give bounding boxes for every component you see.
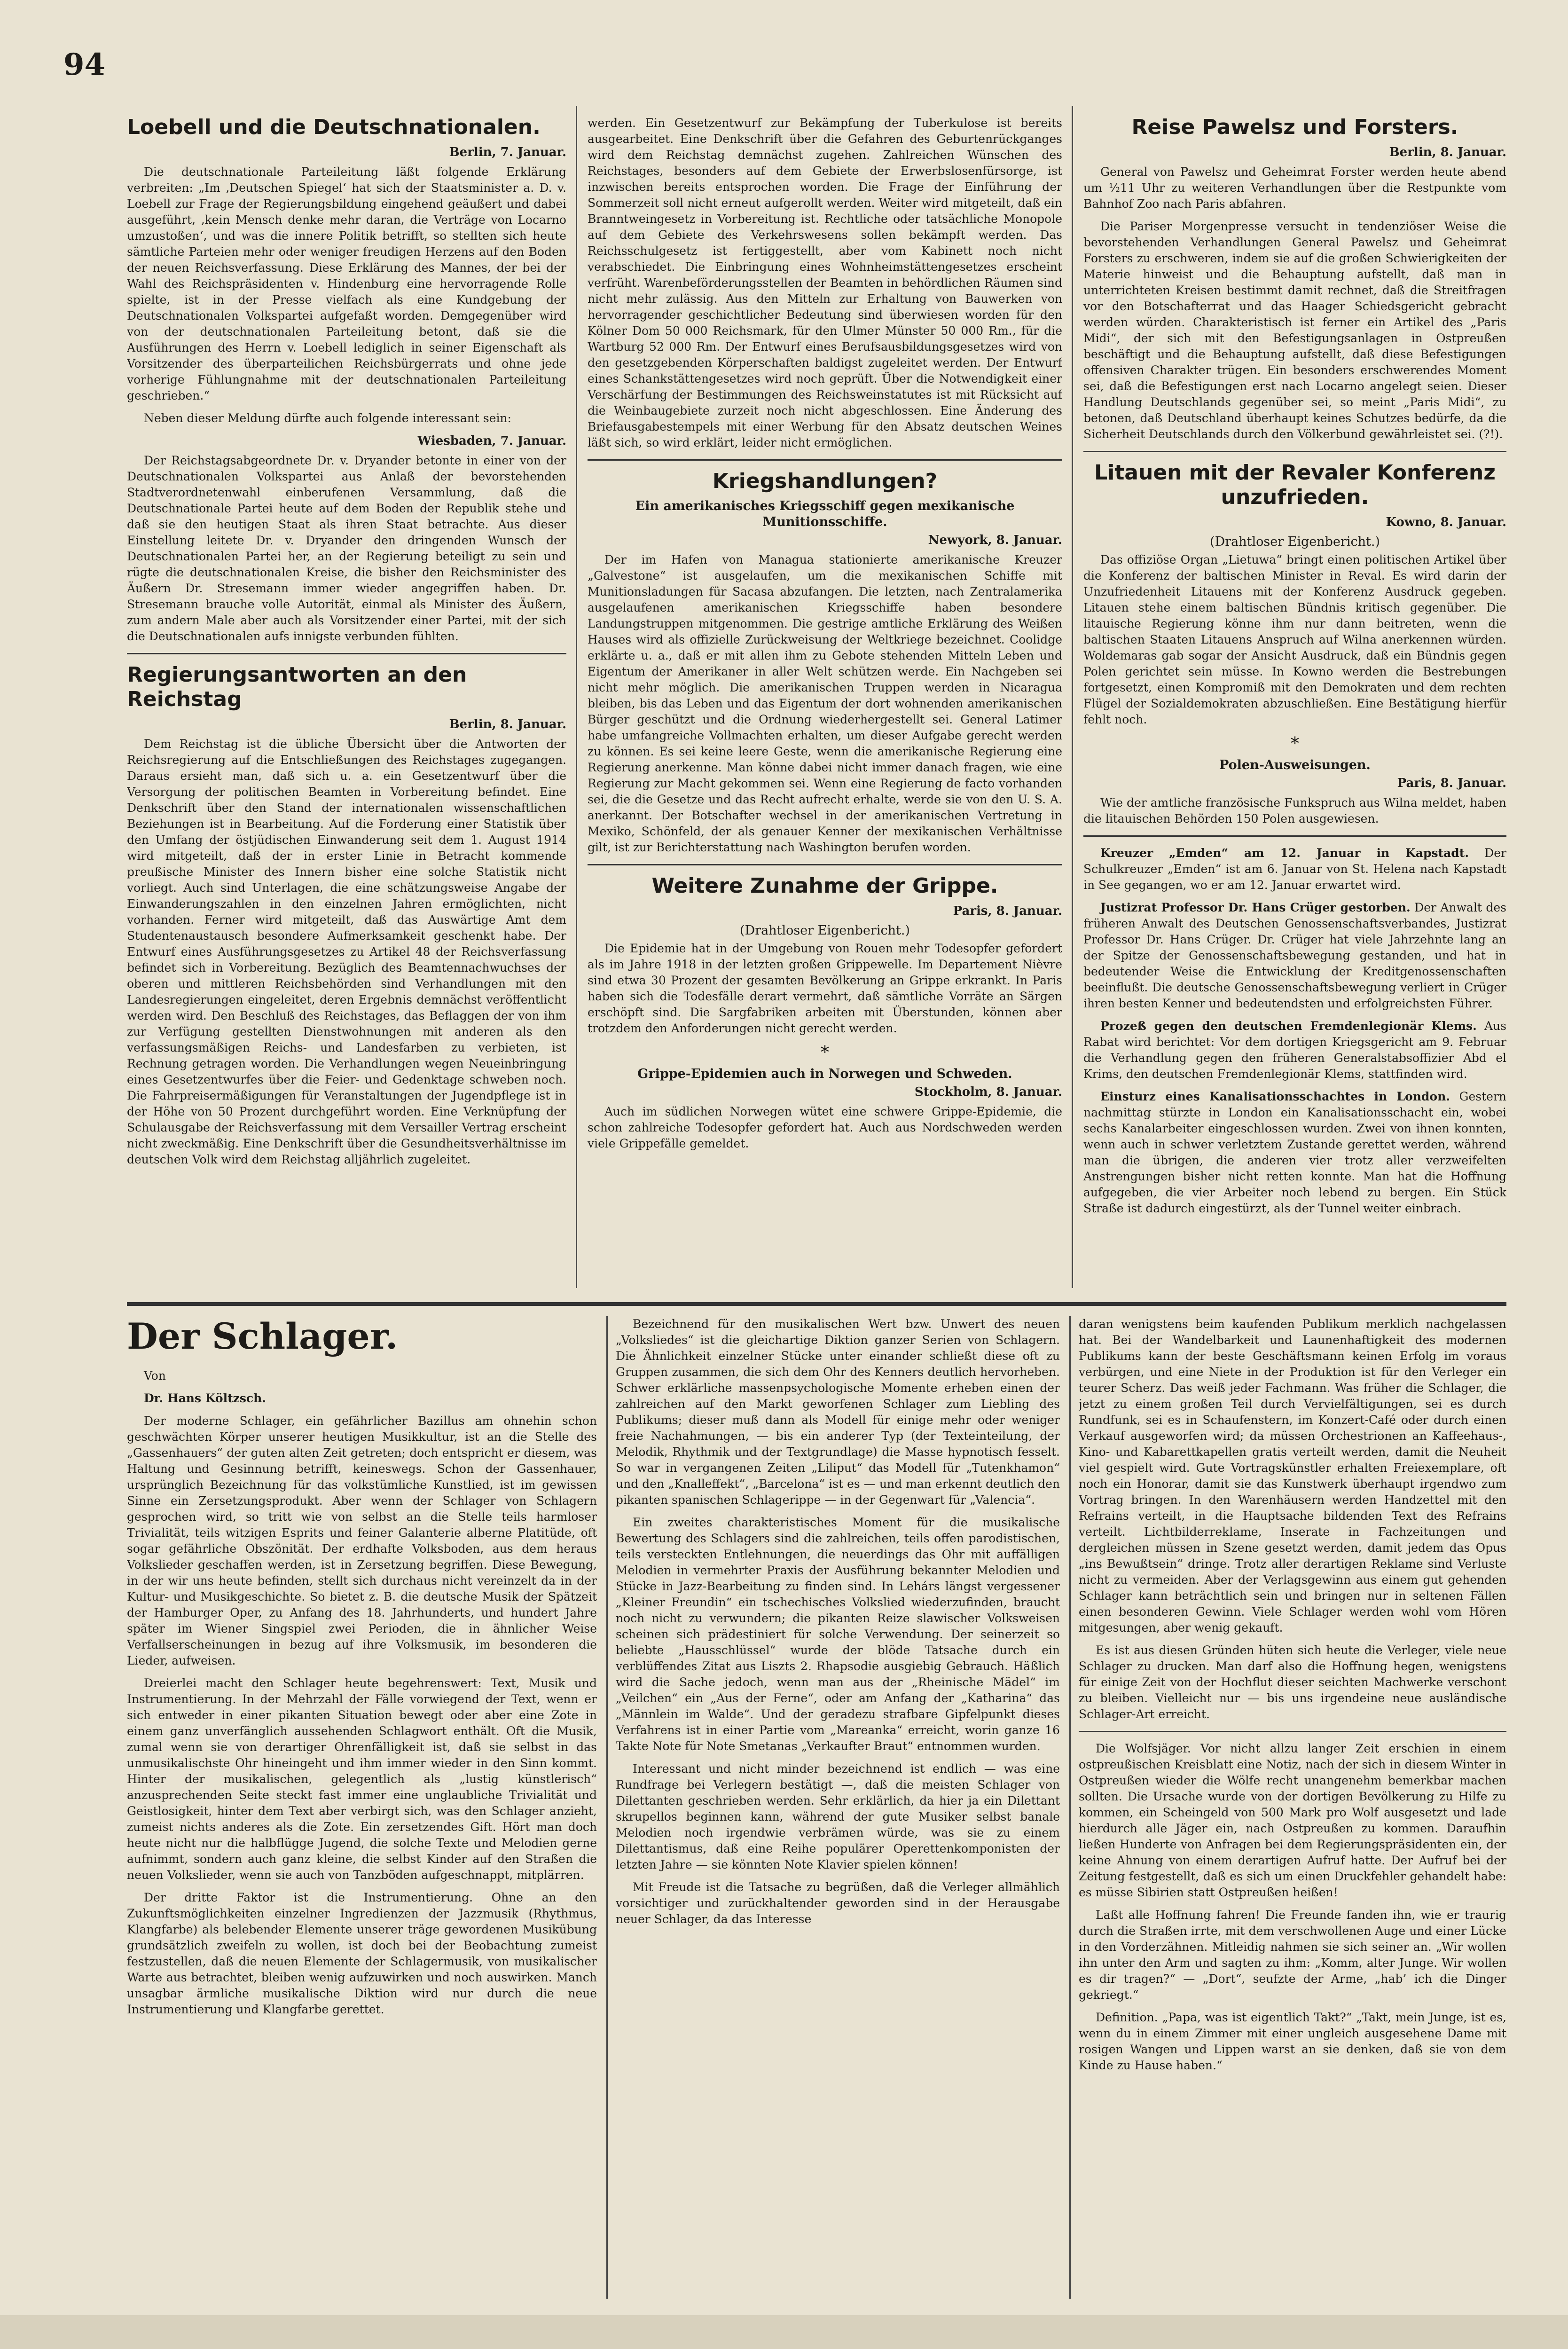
article-paragraph: Neben dieser Meldung dürfte auch folgende interessant sein:: [144, 411, 511, 425]
feuilleton-column-right: [1079, 1316, 1506, 2303]
dateline: Paris, 8. Januar.: [953, 904, 1062, 918]
feuilleton-column-middle: [616, 1316, 1060, 2303]
feuilleton-paragraph: Es ist aus diesen Gründen hüten sich heute die Verleger, viele neue Schlager zu drucken. Man darf also die Hoffnung hegen, wenigstens für einige Zeit von der Hochflut dieser seichten Machwerke verschont zu bleiben. Vielleicht nur — bis uns irgendeine neue ausländische Schlager-Art erreicht.: [1079, 1643, 1506, 1721]
article-subhead: Polen-Ausweisungen.: [1219, 758, 1371, 772]
notice-text: Aus Rabat wird berichtet: Vor dem dortigen Kriegsgericht am 9. Februar die Verhandlung gegen den früheren Generalstabsoffizier Abd el Krims, den deutschen Fremdenlegionär Klems, stattfinden wird.: [1083, 1019, 1506, 1081]
notice-item: [1083, 1089, 1506, 1217]
article-divider: [1083, 451, 1506, 452]
notice-text: Der Anwalt des früheren Anwalt des Deutschen Genossenschaftsverbandes, Justizrat Professor Dr. Hans Crüger. Dr. Crüger hat viele Jahrzehnte lang an der Spitze der Genossenschaftsbewegung gestanden, und hat in bedeutender Weise die Entwicklung der Kreditgenossenschaften beeinflußt. Die deutsche Genossenschaftsbewegung verliert in Crüger ihren besten Kenner und bedeutendsten und erfolgreichsten Führer.: [1083, 901, 1506, 1010]
notice-item: [1083, 1018, 1506, 1082]
notice-title: Einsturz eines Kanalisationsschachtes in London.: [1100, 1090, 1450, 1103]
headline-kriegshandlungen: Kriegshandlungen?: [712, 469, 938, 493]
feuilleton-paragraph: Ein zweites charakteristisches Moment für die musikalische Bewertung des Schlagers sind die zahlreichen, teils offen parodistischen, teils versteckten Entlehnungen, die neuerdings das Ohr mit auffälligen Melodien in vermehrter Praxis der Ausführung bekannter Melodien und Stücke in Jazz-Bearbeitung zu finden sind. In Lehárs längst vergessener „Kleiner Freundin“ ein tschechisches Volkslied wiederzufinden, braucht noch nicht zu verwundern; die pikanten Reize slawischer Volksweisen scheinen sich prädestiniert für solche Verwendung. Der seinerzeit so beliebte „Hausschlüssel“ wurde der blöde Tatsache durch ein verblüffendes Zitat aus Liszts 2. Rhapsodie ausgiebig Gebrauch. Häßlich wird die Sache jedoch, wenn man aus der „Rheinische Mädel“ im „Veilchen“ ein „Aus der Ferne“, oder am Anfang der „Katharina“ das „Männlein im Walde“. Und der geradezu strafbare Gipfelpunkt dieses Verfahrens ist in einer Partie vom „Mareanka“ erreicht, worin ganze 16 Takte Note für Note Smetanas „Verkaufter Braut“ entnommen wurden.: [616, 1516, 1060, 1753]
article-paragraph: Die Pariser Morgenpresse versucht in tendenziöser Weise die bevorstehenden Verhandlungen General Pawelsz und Geheimrat Forsters zu erschweren, indem sie auf die großen Schwierigkeiten der Materie hinweist und die Behauptung aufstellt, daß man in unterrichteten Kreisen bestimmt damit rechnet, daß die Streitfragen vor den Botschafterrat und das Haager Schiedsgericht gebracht werden würden. Charakteristisch ist ferner ein Artikel des „Paris Midi“, der sich mit den Befestigungsanlagen in Ostpreußen beschäftigt und die Behauptung aufstellt, daß diese Befestigungen offensiven Charakter trügen. Ein besonders erschwerendes Moment sei, daß die Befestigungen erst nach Locarno angelegt seien. Dieser Handlung Deutschlands gegenüber sei, so meint „Paris Midi“, zu betonen, daß Deutschland überhaupt keines Schutzes bedürfe, da die Sicherheit Deutschlands durch den Völkerbund gewährleistet sei. (?!).: [1083, 220, 1506, 441]
notice-item: [1083, 845, 1506, 893]
dateline: Berlin, 8. Januar.: [1389, 145, 1506, 159]
section-star: *: [1291, 734, 1299, 754]
anecdote-definition: Definition. „Papa, was ist eigentlich Takt?“ „Takt, mein Junge, ist es, wenn du in einem Zimmer mit einer ungleich ausgesehene Dame mit rosigen Wangen und Lippen warst an sie denken, daß sie von dem Kinde zu Hause haben.“: [1079, 2011, 1506, 2072]
article-paragraph: Dem Reichstag ist die übliche Übersicht über die Antworten der Reichsregierung auf die Entschließungen des Reichstages zugegangen. Daraus ersieht man, daß sich u. a. ein Gesetzentwurf über die Versorgung der politischen Beamten in Vorbereitung befindet. Eine Denkschrift über den Stand der internationalen wissenschaftlichen Beziehungen ist in Bearbeitung. Auf die Forderung einer Statistik über den Umfang der östjüdischen Einwanderung seit dem 1. August 1914 wird mitgeteilt, daß der in erster Linie in Betracht kommende preußische Minister des Innern bisher eine solche Statistik nicht vorliegt. Auch sind Unterlagen, die eine schätzungsweise Angabe der Einwanderungszahlen in den einzelnen Jahren ermöglichten, nicht vorhanden. Ferner wird mitgeteilt, daß das Auswärtige Amt dem Studentenaustausch besondere Aufmerksamkeit geschenkt habe. Der Entwurf eines Ausführungsgesetzes zu Artikel 48 der Reichsverfassung befindet sich in Vorbereitung. Bezüglich des Beamtennachwuchses der oberen und mittleren Reichsbehörden sind Verhandlungen mit den Landesregierungen eingeleitet, deren Ergebnis demnächst veröffentlicht werden wird. Den Beschluß des Reichstages, das Beflaggen der von ihm zur Verfügung gestellten Dienstwohnungen mit anderen als den verfassungsmäßigen Reichs- und Landesfarben zu verbieten, ist Rechnung getragen worden. Die Verhandlungen wegen Neueinbringung eines Gesetzentwurfes über die Feier- und Gedenktage schweben noch. Die Fahrpreisermäßigungen für Veranstaltungen der Jugendpflege ist in der Höhe von 50 Prozent durchgeführt worden. Eine Verknüpfung der Schulausgabe der Reichsverfassung mit dem Versailler Vertrag erscheint nicht zweckmäßig. Eine Denkschrift über die Gesundheitsverhältnisse im deutschen Volk wird dem Reichstag alljährlich zugeleitet.: [127, 737, 566, 1166]
anecdote-wolfsjaeger: Die Wolfsjäger. Vor nicht allzu langer Zeit erschien in einem ostpreußischen Kreisblatt eine Notiz, nach der sich in diesem Winter in Ostpreußen wieder die Wölfe recht unangenehm bemerkbar machen sollten. Die Ursache wurde von der dortigen Bevölkerung zu Hilfe zu kommen, ein Scheingeld von 500 Mark pro Wolf ausgesetzt und lade hierdurch alle Jäger ein, nach Ostpreußen zu kommen. Daraufhin ließen Hunderte von Anfragen bei dem Regierungspräsidenten ein, der keine Ahnung von einem derartigen Aufruf hatte. Der Aufruf bei der Zeitung festgestellt, daß es sich um einen Druckfehler gehandelt habe: es müsse Sibirien statt Ostpreußen heißen!: [1079, 1742, 1506, 1899]
dateline: Paris, 8. Januar.: [1397, 776, 1506, 790]
article-subhead: Grippe-Epidemien auch in Norwegen und Schweden.: [637, 1067, 1012, 1081]
dateline: Stockholm, 8. Januar.: [914, 1085, 1062, 1099]
notice-text: Gestern nachmittag stürzte in London ein Kanalisationsschacht ein, wobei sechs Kanalarbeiter eingeschlossen wurden. Zwei von ihnen konnten, wenn auch in schwer verletztem Zustande gerettet werden, während man die übrigen, die anderen vier trotz aller verzweifelten Anstrengungen bisher nicht retten konnte. Man hat die Hoffnung aufgegeben, die vier Arbeiter noch lebend zu bergen. Ein Stück Straße ist dadurch eingestürzt, als der Tunnel weiter einbrach.: [1083, 1090, 1506, 1215]
notice-item: [1083, 900, 1506, 1012]
byline-author: Dr. Hans Költzsch.: [144, 1391, 267, 1405]
article-paragraph: werden. Ein Gesetzentwurf zur Bekämpfung der Tuberkulose ist bereits ausgearbeitet. Eine Denkschrift über die Gefahren des Geburtenrückganges wird dem Reichstag demnächst zugehen. Zahlreichen Wünschen des Reichstages, besonders auf dem Gebiete der Erwerbslosenfürsorge, ist inzwischen bereits entsprochen worden. Die Frage der Einführung der Sommerzeit soll nicht erneut aufgerollt werden. Weiter wird mitgeteilt, daß ein Branntweingesetz in Vorbereitung ist. Rechtliche oder tatsächliche Monopole auf dem Gebiete des Verkehrswesens sollen bekämpft werden. Das Reichsschulgesetz ist fertiggestellt, aber vom Kabinett noch nicht verabschiedet. Die Einbringung eines Wohnheimstättengesetzes erscheint verfrüht. Warenbeförderungsstellen der Beamten in behördlichen Räumen sind nicht mehr zulässig. Aus den Mitteln zur Erhaltung von Bauwerken von hervorragender geschichtlicher Bedeutung sind überwiesen worden für den Kölner Dom 50 000 Reichsmark, für den Ulmer Münster 50 000 Rm., für die Wartburg 52 000 Rm. Der Entwurf eines Berufsausbildungsgesetzes wird von den gesetzgebenden Körperschaften baldigst zugeleitet werden. Der Entwurf eines Schankstättengesetzes wird noch geprüft. Über die Notwendigkeit einer Verschärfung der Bestimmungen des Reichsweinstatutes ist mit Rücksicht auf die Weinbaugebiete zurzeit noch nicht abgeschlossen. Eine Änderung des Briefausgabestempels mit einer Werbung für den Absatz deutschen Weines läßt sich, so wird erklärt, leider nicht ermöglichen.: [588, 116, 1062, 449]
column-rule-right: [1072, 106, 1073, 1288]
feuilleton-paragraph: Mit Freude ist die Tatsache zu begrüßen, daß die Verleger allmählich vorsichtiger und zurückhaltender geworden sind in der Herausgabe neuer Schlager, da das Interesse: [616, 1880, 1060, 1926]
dateline: Newyork, 8. Januar.: [928, 533, 1062, 547]
article-paragraph: Die Epidemie hat in der Umgebung von Rouen mehr Todesopfer gefordert als im Jahre 1918 in der letzten großen Grippewelle. Im Departement Nièvre sind etwa 30 Prozent der gesamten Bevölkerung an Grippe erkrankt. In Paris haben sich die Todesfälle derart vermehrt, daß sämtliche Vorräte an Särgen erschöpft sind. Die Sargfabriken arbeiten mit Überstunden, können aber trotzdem den Anforderungen nicht gerecht werden.: [588, 942, 1062, 1035]
notice-title: Kreuzer „Emden“ am 12. Januar in Kapstadt.: [1100, 846, 1469, 860]
dateline: Berlin, 8. Januar.: [449, 717, 566, 731]
headline-regierungsantworten: Regierungsantworten an den Reichstag: [127, 663, 467, 711]
section-star: *: [821, 1043, 829, 1062]
article-paragraph: Der Reichstagsabgeordnete Dr. v. Dryander betonte in einer von der Deutschnationalen Volkspartei aus Anlaß der bevorstehenden Stadtverordnetenwahl einberufenen Versammlung, daß die Deutschnationale Partei heute auf dem Boden der Republik stehe und daß sie den heutigen Staat als ihren Staat betrachte. Aus dieser Einstellung leitete Dr. v. Dryander den dringenden Wunsch der Deutschnationalen Partei her, an der Regierung beteiligt zu sein und rügte die deutschnationalen Kreise, die bisher den Reichsminister des Äußern Dr. Stresemann immer wieder angegriffen haben. Dr. Stresemann brauche volle Autorität, einmal als Minister des Äußern, zum andern Male aber auch als Vorsitzender einer Partei, mit der sich die Deutschnationalen aufs innigste verbunden fühlten.: [127, 454, 566, 643]
anecdote-hoffnung: Laßt alle Hoffnung fahren! Die Freunde fanden ihn, wie er traurig durch die Straßen irrte, mit dem verschwollenen Auge und einer Lücke in den Vorderzähnen. Mitleidig nahmen sie sich seiner an. „Wir wollen ihn unter den Arm und sagten zu ihm: „Komm, alter Junge. Wir wollen es dir tragen?“ — „Dort“, seufzte der Arme, „hab’ ich die Dinger gekriegt.“: [1079, 1908, 1506, 2002]
article-divider: [588, 459, 1062, 461]
column-middle: [588, 115, 1062, 1290]
notice-text: Der Schulkreuzer „Emden“ ist am 6. Januar von St. Helena nach Kapstadt in See gegangen, wo er am 12. Januar erwartet wird.: [1083, 846, 1506, 892]
column-right: [1083, 115, 1506, 1290]
column-rule-left: [576, 106, 577, 1288]
feuilleton-separator: [127, 1302, 1506, 1306]
article-paragraph: Die deutschnationale Parteileitung läßt folgende Erklärung verbreiten: „Im ‚Deutschen Spiegel‘ hat sich der Staatsminister a. D. v. Loebell zur Frage der Regierungsbildung eingehend geäußert und dabei ausgeführt, ‚kein Mensch denke mehr daran, die Verträge von Locarno umzustoßen‘, und was die innere Politik betrifft, so stellten sich heute sämtliche Parteien mehr oder weniger freudigen Herzens auf den Boden der neuen Reichsverfassung. Diese Erklärung des Mannes, der bei der Wahl des Reichspräsidenten v. Hindenburg eine hervorragende Rolle spielte, ist in der Presse vielfach als eine Kundgebung der Deutschnationalen Volkspartei aufgefaßt worden. Demgegenüber wird von der deutschnationalen Parteileitung betont, daß sie die Ausführungen des Herrn v. Loebell lediglich in seiner Eigenschaft als Vorsitzender des überparteilichen Reichsbürgerrats und ohne jede vorherige Fühlungnahme mit der deutschnationalen Parteileitung geschrieben.“: [127, 165, 566, 402]
byline-von: Von: [144, 1369, 166, 1383]
feuilleton-paragraph: Der dritte Faktor ist die Instrumentierung. Ohne an den Zukunftsmöglichkeiten einzelner Ingredienzen der Jazzmusik (Rhythmus, Klangfarbe) als belebender Elemente unserer träge gewordenen Musikübung grundsätzlich zweifeln zu wollen, ist doch bei der Beobachtung zumeist festzustellen, daß die neuen Elemente der Schlagermusik, von musikalischer Warte aus betrachtet, bleiben wenig aufzuwirken und noch auswirken. Manch unsagbar ärmliche musikalische Diktion wird nur durch die neue Instrumentierung und Klangfarbe gerettet.: [127, 1891, 597, 2016]
scan-bottom-edge: [0, 2315, 1568, 2349]
article-paragraph: Der im Hafen von Managua stationierte amerikanische Kreuzer „Galvestone“ ist ausgelaufen, um die mexikanischen Schiffe mit Munitionsladungen für Sacasa abzufangen. Die letzten, nach Zentralamerika ausgelaufenen amerikanischen Kriegsschiffe haben besondere Landungstruppen mitgenommen. Die gestrige amtliche Erklärung des Weißen Hauses wird als offizielle Zurückweisung der Weltkriege bezeichnet. Coolidge erklärte u. a., daß er mit allen ihm zu Gebote stehenden Mitteln Leben und Eigentum der Amerikaner in aller Welt schützen werde. Ein Nachgeben sei nicht mehr möglich. Die amerikanischen Truppen werden in Nicaragua bleiben, bis das Leben und das Eigentum der dort wohnenden amerikanischen Bürger geschützt und die Ordnung wiederhergestellt sei. General Latimer habe umfangreiche Vollmachten erhalten, um dieser Aufgabe gerecht werden zu können. Es sei keine leere Geste, wenn die amerikanische Regierung eine Regierung anerkenne. Man könne dabei nicht immer danach fragen, wie eine Regierung zur Macht gekommen sei. Wenn eine Regierung de facto vorhanden sei, die die Gesetze und das Recht aufrecht erhalte, werde sie von den U. S. A. anerkannt. Der Botschafter wechsel in der amerikanischen Vertretung in Mexiko, Schönfeld, der als genauer Kenner der mexikanischen Verhältnisse gilt, ist zur Berichterstattung nach Washington berufen worden.: [588, 553, 1062, 854]
dateline: Wiesbaden, 7. Januar.: [417, 434, 566, 448]
feuilleton-paragraph: Der moderne Schlager, ein gefährlicher Bazillus am ohnehin schon geschwächten Körper unserer heutigen Musikkultur, ist an die Stelle des „Gassenhauers“ der guten alten Zeit getreten; doch entspricht er diesem, was Haltung und Gesinnung betrifft, keineswegs. Schon der Gassenhauer, ursprünglich Bezeichnung für das volkstümliche Kunstlied, ist im gewissen Sinne ein Zersetzungsprodukt. Aber wenn der Schlager von Schlagern gesprochen wird, so tritt wie von selbst an die Stelle teils harmloser Trivialität, teils witzigen Esprits und feiner Galanterie alberne Platitüde, oft sogar gefährliche Obszönität. Der erdhafte Volksboden, aus dem heraus Volkslieder geschaffen werden, ist in Zersetzung begriffen. Diese Bewegung, in der wir uns heute befinden, stellt sich durchaus nicht vereinzelt da in der Kultur- und Musikgeschichte. So bietet z. B. die deutsche Musik der Spätzeit der Hamburger Oper, zu Anfang des 18. Jahrhunderts, und hundert Jahre später im Wiener Singspiel zwei Perioden, die in ähnlicher Weise Verfallserscheinungen in bezug auf ihre Volksmusik, im besonderen die Lieder, aufweisen.: [127, 1414, 597, 1667]
feuilleton-paragraph: Dreierlei macht den Schlager heute begehrenswert: Text, Musik und Instrumentierung. In der Mehrzahl der Fälle vorwiegend der Text, wenn er sich entweder in einer pikanten Situation bewegt oder aber eine Zote in einem ganz unverfänglich aussehenden Schlagwort enthält. Oft die Musik, zumal wenn sie von derartiger Ohrenfälligkeit ist, daß sie selbst in das unmusikalischste Ohr hineingeht und ihm immer wieder in den Sinn kommt. Hinter der musikalischen, gelegentlich als „lustig künstlerisch“ anzusprechenden Seite steckt fast immer eine unglaubliche Trivialität und Geistlosigkeit, hinter dem Text aber verbirgt sich, was den Schlager anzieht, zumeist nichts anderes als die Zote. Ein zersetzendes Gift. Hört man doch heute nicht nur die halbflügge Jugend, die solche Texte und Melodien gerne aufnimmt, sondern auch ganz kleine, die selbst Kinder auf den Straßen die neuen Volkslieder, wenn sie auch von Tanzböden aufgeschnappt, mitplärren.: [127, 1676, 597, 1882]
source-note: (Drahtloser Eigenbericht.): [740, 923, 910, 938]
feuilleton-title: Der Schlager.: [127, 1316, 398, 1357]
feuilleton-paragraph: Interessant und nicht minder bezeichnend ist endlich — was eine Rundfrage bei Verlegern bestätigt —, daß die meisten Schlager von Dilettanten geschrieben werden. Sehr erklärlich, da hier ja ein Dilettant skrupellos beginnen kann, während der gute Musiker selbst banale Melodien noch irgendwie verbrämen würde, was sie zu einem Dilettantismus, daß eine Reihe populärer Operettenkomponisten der letzten Jahre — sie könnten Note Klavier spielen können!: [616, 1762, 1060, 1871]
column-left: [127, 115, 566, 1290]
headline-reise: Reise Pawelsz und Forsters.: [1131, 115, 1458, 139]
feuilleton-paragraph: daran wenigstens beim kaufenden Publikum merklich nachgelassen hat. Bei der Wandelbarkeit und Launenhaftigkeit des modernen Publikums kann der beste Geschäftsmann keinen Erfolg im voraus verbürgen, und eine Niete in der Produktion ist für den Verleger ein teurer Scherz. Das weiß jeder Fachmann. Was früher die Schlager, die jetzt zu einem großen Teil durch Vervielfältigungen, sei es durch Rundfunk, sei es in Schaufenstern, im Konzert-Café oder durch einen Verkauf ausgeworfen wird; da müssen Orchestrionen an Kaffeehaus-, Kino- und Kabarettkapellen gratis verteilt werden, damit die Neuheit viel gespielt wird. Gute Vortragskünstler erhalten Freiexemplare, oft noch ein Honorar, damit sie das Kunstwerk überhaupt irgendwo zum Vortrag bringen. In den Warenhäusern werden Handzettel mit den Refrains verteilt, in die Hauptsache bildenden Text des Refrains verteilt. Lichtbilderreklame, Inserate in Fachzeitungen und dergleichen müssen in Szene gesetzt werden, damit jedem das Opus „ins Bewußtsein“ dringe. Trotz aller derartigen Reklame sind Verluste nicht zu vermeiden. Aber der Verlagsgewinn aus einem gut gehenden Schlager kann beträchtlich sein und bringen nur in seltenen Fällen einen besonderen Gewinn. Viele Schlager werden wohl vom Hören mitgesungen, aber wenig gekauft.: [1079, 1317, 1506, 1634]
article-paragraph: General von Pawelsz und Geheimrat Forster werden heute abend um ½11 Uhr zu weiteren Verhandlungen über die Restpunkte vom Bahnhof Zoo nach Paris abfahren.: [1083, 165, 1506, 211]
dateline: Kowno, 8. Januar.: [1386, 515, 1506, 529]
article-subhead: Ein amerikanisches Kriegsschiff gegen mexikanische Munitionsschiffe.: [635, 499, 1015, 529]
feuilleton-column-left: [127, 1316, 597, 2303]
feuilleton-rule-right: [1069, 1316, 1071, 2299]
article-paragraph: Auch im südlichen Norwegen wütet eine schwere Grippe-Epidemie, die schon zahlreiche Todesopfer gefordert hat. Auch aus Nordschweden werden viele Grippefälle gemeldet.: [588, 1105, 1062, 1150]
headline-litauen: Litauen mit der Revaler Konferenz unzufrieden.: [1094, 461, 1496, 509]
article-divider: [1079, 1731, 1506, 1732]
notice-title: Prozeß gegen den deutschen Fremdenlegionär Klems.: [1100, 1019, 1477, 1033]
article-divider: [127, 653, 566, 654]
article-paragraph: Das offiziöse Organ „Lietuwa“ bringt einen politischen Artikel über die Konferenz der baltischen Minister in Reval. Es wird darin der Unzufriedenheit Litauens mit der Konferenz Ausdruck gegeben. Litauen stehe einem baltischen Bündnis kritisch gegenüber. Die litauische Regierung könne ihm nur dann beitreten, wenn die baltischen Staaten Litauens Anspruch auf Wilna anerkennen würden. Woldemaras gab sogar der Ansicht Ausdruck, daß ein Bündnis gegen Polen gerichtet sein müsse. In Kowno werden die Bestrebungen fortgesetzt, einen Kompromiß mit den Demokraten und dem rechten Flügel der Sozialdemokraten abzuschließen. Eine Bestätigung hierfür fehlt noch.: [1083, 553, 1506, 726]
feuilleton-rule-left: [606, 1316, 608, 2299]
headline-loebell: Loebell und die Deutschnationalen.: [127, 115, 541, 139]
article-divider: [588, 864, 1062, 865]
dateline: Berlin, 7. Januar.: [449, 145, 566, 159]
source-note: (Drahtloser Eigenbericht.): [1210, 534, 1380, 549]
feuilleton-paragraph: Bezeichnend für den musikalischen Wert bzw. Unwert des neuen „Volksliedes“ ist die gleichartige Diktion ganzer Serien von Schlagern. Die Ähnlichkeit einzelner Stücke unter einander schließt diese oft zu Gruppen zusammen, die sich dem Ohr des Kenners deutlich hervorheben. Schwer erklärliche massenpsychologische Momente erheben einen der zahlreichen auf den Markt geworfenen Schlager zum Liebling des Publikums; dieser muß dann als Modell für einige mehr oder weniger freie Nachahmungen, — bis ein anderer Typ (der Texteinteilung, der Melodik, Rhythmik und der Textgrundlage) die Masse hypnotisch fesselt. So war in vergangenen Zeiten „Liliput“ das Modell für „Tutenkhamon“ und den „Knalleffekt“, „Barcelona“ ist es — und man erkennt deutlich den pikanten spanischen Schlagerippe — in der Gegenwart für „Valencia“.: [616, 1317, 1060, 1507]
notice-title: Justizrat Professor Dr. Hans Crüger gestorben.: [1100, 901, 1411, 914]
notices-list: [1083, 845, 1506, 1217]
article-paragraph: Wie der amtliche französische Funkspruch aus Wilna meldet, haben die litauischen Behörden 150 Polen ausgewiesen.: [1083, 796, 1506, 825]
article-divider: [1083, 835, 1506, 837]
page-number: 94: [63, 47, 106, 82]
headline-grippe: Weitere Zunahme der Grippe.: [651, 874, 998, 898]
